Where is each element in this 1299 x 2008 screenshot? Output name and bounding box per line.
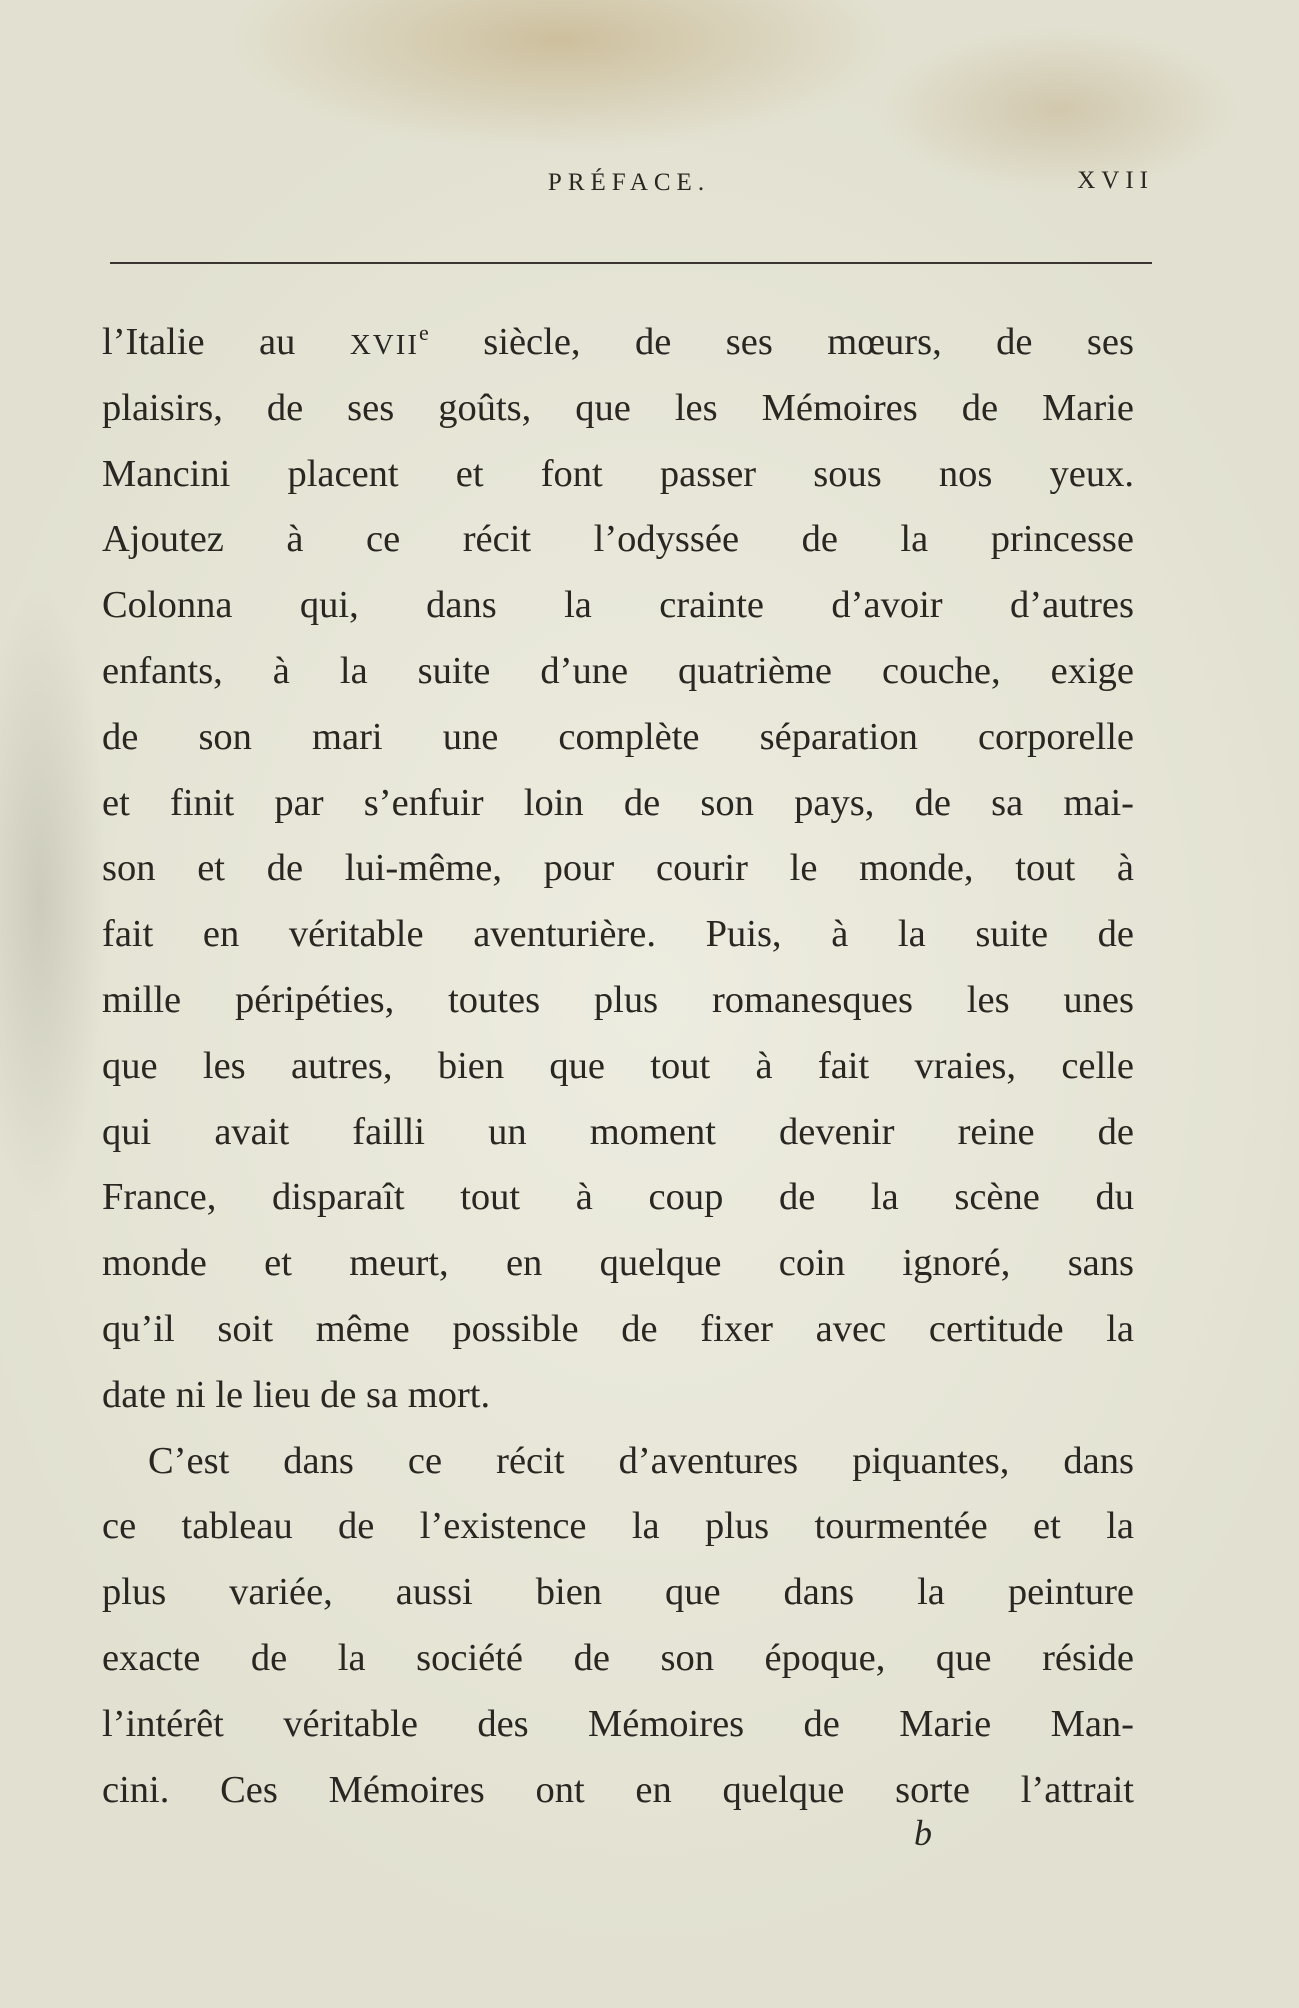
text-line: France, disparaît tout à coup de la scène du xyxy=(102,1176,1134,1219)
superscript: e xyxy=(419,320,429,345)
text-line: cini. Ces Mémoires ont en quelque sorte l’attrait xyxy=(102,1768,1134,1811)
text-fragment: siècle, de ses mœurs, de ses xyxy=(428,321,1134,363)
text-line xyxy=(102,310,1134,376)
text-line: de son mari une complète séparation corporelle xyxy=(102,715,1134,758)
text-line: C’est dans ce récit d’aventures piquantes, dans xyxy=(148,1439,1134,1482)
text-line: mille péripéties, toutes plus romanesques les unes xyxy=(102,978,1134,1021)
body-text xyxy=(102,310,1134,1823)
text-line: plus variée, aussi bien que dans la peinture xyxy=(102,1571,1134,1614)
signature-mark: b xyxy=(914,1813,932,1853)
text-line: l’intérêt véritable des Mémoires de Marie Man- xyxy=(102,1702,1134,1745)
text-line: qui avait failli un moment devenir reine de xyxy=(102,1110,1134,1153)
text-line: exacte de la société de son époque, que réside xyxy=(102,1636,1134,1679)
text-line: Colonna qui, dans la crainte d’avoir d’autres xyxy=(102,584,1134,627)
running-title: PRÉFACE. xyxy=(547,169,711,196)
text-line: fait en véritable aventurière. Puis, à la suite de xyxy=(102,913,1134,956)
text-line: enfants, à la suite d’une quatrième couche, exige xyxy=(102,649,1134,692)
century-numeral: XVII xyxy=(349,329,420,361)
text-line: monde et meurt, en quelque coin ignoré, sans xyxy=(102,1242,1134,1285)
page-number: XVII xyxy=(1077,167,1154,194)
text-line: Mancini placent et font passer sous nos yeux. xyxy=(102,452,1134,495)
text-line: que les autres, bien que tout à fait vraies, celle xyxy=(102,1044,1134,1087)
text-line: date ni le lieu de sa mort. xyxy=(102,1373,491,1416)
header-rule xyxy=(110,262,1152,264)
text-line: son et de lui-même, pour courir le monde, tout à xyxy=(102,847,1134,890)
text-line: Ajoutez à ce récit l’odyssée de la princesse xyxy=(102,518,1134,561)
text-fragment: l’Italie au xyxy=(102,321,350,363)
text-line: qu’il soit même possible de fixer avec certitude la xyxy=(102,1307,1134,1350)
running-head xyxy=(104,163,1154,203)
text-line: et finit par s’enfuir loin de son pays, de sa mai- xyxy=(102,781,1134,824)
text-line: ce tableau de l’existence la plus tourmentée et la xyxy=(102,1505,1134,1548)
text-line: plaisirs, de ses goûts, que les Mémoires de Marie xyxy=(102,386,1134,429)
